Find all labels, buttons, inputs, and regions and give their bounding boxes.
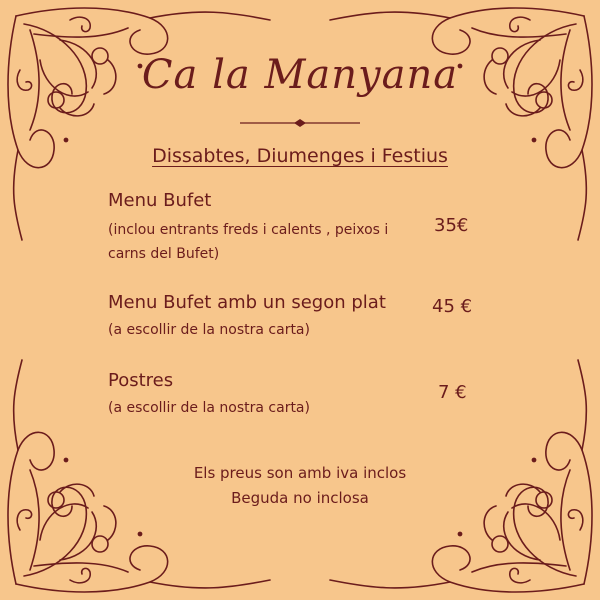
menu-subtitle: Dissabtes, Diumenges i Festius [152, 145, 448, 167]
menu-item-description: (a escollir de la nostra carta) [108, 400, 310, 416]
menu-item-title: Postres [108, 370, 174, 391]
menu-item-title: Menu Bufet [108, 190, 212, 211]
menu-item-title: Menu Bufet amb un segon plat [108, 292, 386, 313]
footer-note-tax: Els preus son amb iva inclos [193, 464, 407, 482]
menu-item-description: (inclou entrants freds i calents , peixos i [108, 222, 389, 238]
title-divider-icon [238, 118, 362, 128]
corner-ornament-top-right [330, 8, 592, 240]
menu-item-price: 7 € [438, 382, 467, 403]
restaurant-title: Ca la Manyana [141, 52, 459, 98]
menu-item-description: carns del Bufet) [108, 246, 220, 262]
footer-note-drinks: Beguda no inclosa [231, 489, 369, 507]
menu-item-price: 35€ [434, 215, 469, 236]
menu-item-description: (a escollir de la nostra carta) [108, 322, 310, 338]
menu-item-price: 45 € [432, 296, 473, 317]
